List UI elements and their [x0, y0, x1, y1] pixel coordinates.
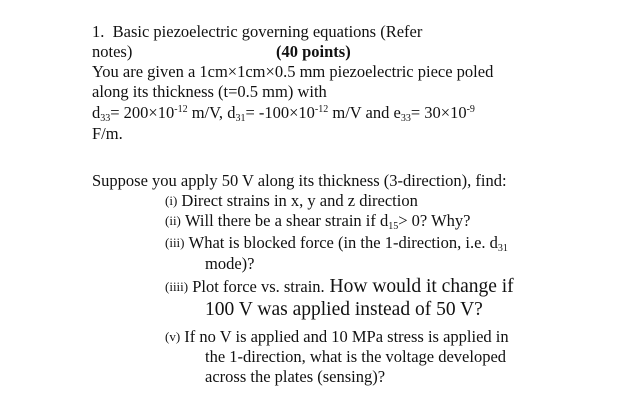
d31-symbol: d — [227, 103, 236, 122]
item-text-after: > 0? Why? — [398, 211, 471, 230]
e33-subscript: 33 — [400, 113, 411, 124]
question-item-iiii-line2 — [205, 300, 483, 320]
d33-unit: m/V, — [187, 103, 228, 122]
item-text-line2: 100 V was applied instead of 50 V? — [205, 299, 483, 320]
problem-title: Basic piezoelectric governing equations (Refer — [112, 22, 423, 41]
given-line2 — [92, 82, 327, 102]
question-item-i — [165, 191, 418, 211]
d31-subscript: 31 — [497, 243, 508, 254]
item-marker: (v) — [165, 329, 181, 344]
item-text-small: Plot force vs. strain. — [192, 277, 325, 296]
problem-title-cont: notes) — [92, 42, 133, 61]
question-item-v — [165, 327, 509, 347]
d31-subscript: 31 — [235, 113, 246, 124]
question-intro — [92, 171, 507, 191]
item-text-big: How would it change if — [324, 276, 514, 297]
item-text: Direct strains in x, y and z direction — [181, 191, 418, 210]
item-marker: (iii) — [165, 235, 185, 250]
points-text: (40 points) — [276, 42, 351, 61]
problem-title-line1 — [92, 22, 422, 42]
question-item-iiii — [165, 277, 514, 297]
question-item-v-line2 — [205, 347, 506, 367]
d31-value: = -100×10 — [245, 103, 315, 122]
problem-number: 1. — [92, 22, 105, 41]
item-text-line3: across the plates (sensing)? — [205, 367, 386, 386]
question-item-v-line3 — [205, 367, 385, 387]
given-line1 — [92, 62, 493, 82]
question-item-iii — [165, 233, 508, 253]
item-marker: (i) — [165, 193, 178, 208]
question-item-iii-line2 — [205, 254, 254, 274]
params-unit-line — [92, 124, 123, 144]
item-text: Will there be a shear strain if d — [185, 211, 389, 230]
d15-subscript: 15 — [388, 221, 399, 232]
e33-exponent: -9 — [466, 104, 475, 115]
d31-exponent: -12 — [314, 104, 329, 115]
points-label — [276, 42, 351, 62]
item-marker: (ii) — [165, 213, 181, 228]
item-text: What is blocked force (in the 1-direction, i.e. d — [188, 233, 498, 252]
e33-symbol: e — [393, 103, 401, 122]
question-intro-text: Suppose you apply 50 V along its thickness (3-direction), find: — [92, 171, 507, 190]
problem-title-line2 — [92, 42, 132, 62]
d33-value: = 200×10 — [110, 103, 175, 122]
params-line — [92, 103, 475, 123]
d31-unit: m/V and — [328, 103, 394, 122]
item-text-line2: mode)? — [205, 254, 255, 273]
e33-value: = 30×10 — [410, 103, 467, 122]
given-text-1: You are given a 1cm×1cm×0.5 mm piezoelectric piece poled — [92, 62, 494, 81]
given-text-2: along its thickness (t=0.5 mm) with — [92, 82, 327, 101]
item-text: If no V is applied and 10 MPa stress is applied in — [184, 327, 509, 346]
question-item-ii — [165, 211, 470, 231]
params-unit-text: F/m. — [92, 124, 123, 143]
d33-subscript: 33 — [100, 113, 111, 124]
item-marker: (iiii) — [165, 279, 189, 294]
d33-symbol: d — [92, 103, 101, 122]
item-text-line2: the 1-direction, what is the voltage developed — [205, 347, 507, 366]
d33-exponent: -12 — [174, 104, 188, 115]
